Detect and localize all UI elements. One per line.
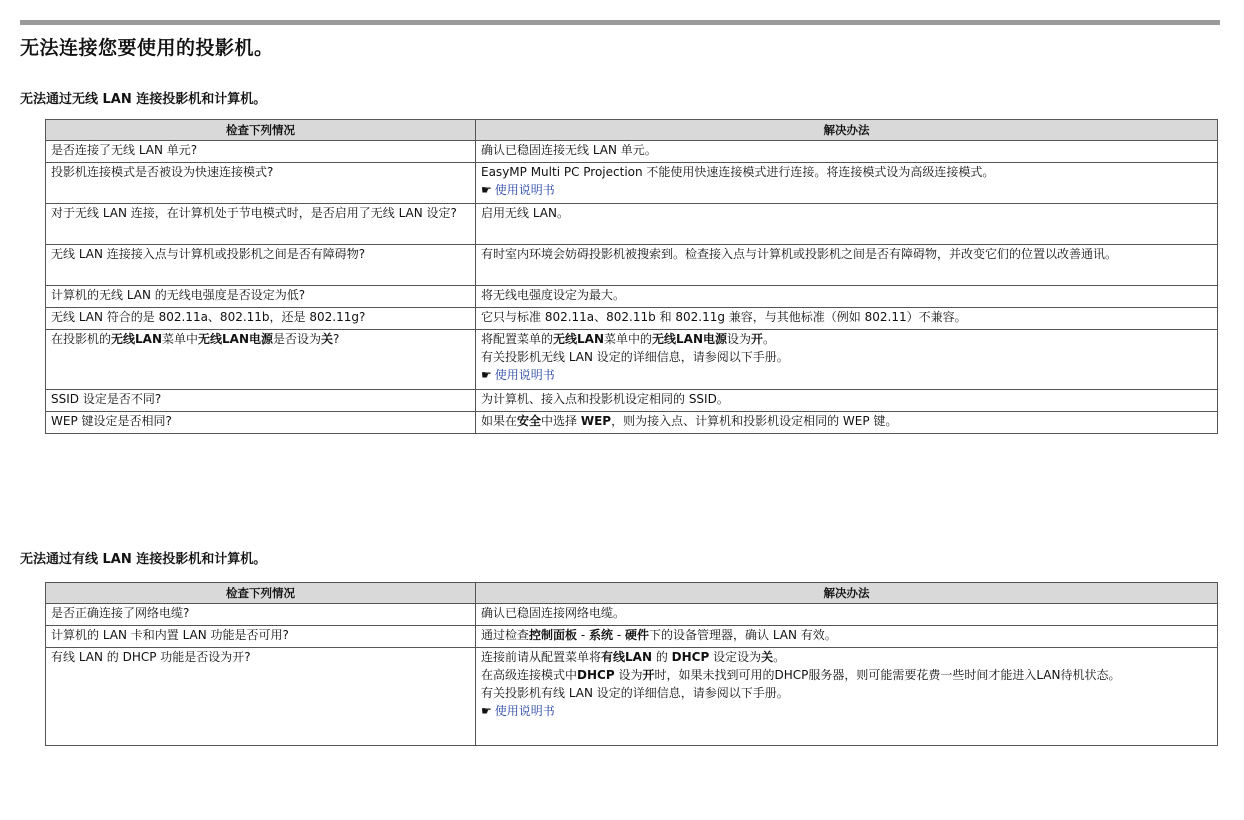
manual-link[interactable]: 使用说明书 (494, 704, 555, 718)
pointing-hand-icon: ☛ (481, 183, 492, 197)
setting-value: 开 (751, 332, 764, 346)
setting-name: 无线LAN电源 (198, 332, 273, 346)
solution-cell (476, 163, 1218, 204)
check-cell: 在投影机的无线LAN菜单中无线LAN电源是否设为关? (46, 330, 476, 390)
table-row (46, 163, 1218, 204)
table-row (46, 141, 1218, 163)
menu-name: 系统 (589, 628, 614, 642)
wired-section-heading: 无法通过有线 LAN 连接投影机和计算机。 (20, 552, 267, 567)
table-row (46, 604, 1218, 626)
column-header-solution: 解决办法 (476, 583, 1218, 604)
setting-value: WEP (580, 414, 612, 428)
check-cell: 对于无线 LAN 连接，在计算机处于节电模式时，是否启用了无线 LAN 设定? (46, 204, 476, 245)
check-cell: 计算机的无线 LAN 的无线电强度是否设定为低? (46, 286, 476, 308)
pointing-hand-icon: ☛ (481, 704, 492, 718)
menu-name: 硬件 (624, 628, 649, 642)
page-title: 无法连接您要使用的投影机。 (20, 37, 274, 59)
column-header-solution: 解决办法 (476, 120, 1218, 141)
table-row (46, 390, 1218, 412)
setting-name: DHCP (671, 650, 710, 664)
manual-link[interactable]: 使用说明书 (494, 368, 555, 382)
pointing-hand-icon: ☛ (481, 368, 492, 382)
table-row (46, 204, 1218, 245)
wireless-troubleshoot-table (45, 119, 1218, 434)
manual-link[interactable]: 使用说明书 (494, 183, 555, 197)
table-row (46, 330, 1218, 390)
table-row (46, 648, 1218, 746)
check-cell: SSID 设定是否不同? (46, 390, 476, 412)
table-row (46, 245, 1218, 286)
table-row (46, 626, 1218, 648)
menu-name: 安全 (517, 414, 542, 428)
solution-cell: 启用无线 LAN。 (476, 204, 1218, 245)
table-row (46, 308, 1218, 330)
menu-name: 有线LAN (601, 650, 652, 664)
solution-text: 有关投影机无线 LAN 设定的详细信息，请参阅以下手册。 (481, 350, 789, 364)
column-header-check: 检查下列情况 (46, 583, 476, 604)
wired-troubleshoot-table (45, 582, 1218, 746)
solution-cell: 通过检查控制面板 - 系统 - 硬件下的设备管理器，确认 LAN 有效。 (476, 626, 1218, 648)
solution-cell: 有时室内环境会妨碍投影机被搜索到。检查接入点与计算机或投影机之间是否有障碍物，并改变它们的位置以改善通讯。 (476, 245, 1218, 286)
setting-value: 开 (642, 668, 655, 682)
top-rule (20, 20, 1220, 25)
table-header-row (46, 120, 1218, 141)
solution-cell: 它只与标准 802.11a、802.11b 和 802.11g 兼容，与其他标准（例如 802.11）不兼容。 (476, 308, 1218, 330)
check-cell: 有线 LAN 的 DHCP 功能是否设为开? (46, 648, 476, 746)
check-cell: 是否正确连接了网络电缆? (46, 604, 476, 626)
check-cell: 投影机连接模式是否被设为快速连接模式? (46, 163, 476, 204)
wireless-section-heading: 无法通过无线 LAN 连接投影机和计算机。 (20, 92, 267, 107)
check-cell: WEP 键设定是否相同? (46, 412, 476, 434)
check-cell: 计算机的 LAN 卡和内置 LAN 功能是否可用? (46, 626, 476, 648)
menu-name: 无线LAN (553, 332, 604, 346)
menu-name: 无线LAN (111, 332, 162, 346)
solution-cell: 确认已稳固连接网络电缆。 (476, 604, 1218, 626)
setting-value: 关 (321, 332, 334, 346)
check-cell: 是否连接了无线 LAN 单元? (46, 141, 476, 163)
solution-cell: 如果在安全中选择 WEP，则为接入点、计算机和投影机设定相同的 WEP 键。 (476, 412, 1218, 434)
solution-text: EasyMP Multi PC Projection 不能使用快速连接模式进行连接。将连接模式设为高级连接模式。 (481, 165, 995, 179)
table-row (46, 412, 1218, 434)
column-header-check: 检查下列情况 (46, 120, 476, 141)
solution-cell: 将无线电强度设定为最大。 (476, 286, 1218, 308)
setting-value: 关 (761, 650, 774, 664)
solution-cell: 确认已稳固连接无线 LAN 单元。 (476, 141, 1218, 163)
solution-cell: 连接前请从配置菜单将有线LAN 的 DHCP 设定设为关。 在高级连接模式中DHCP 设为开时，如果未找到可用的DHCP服务器，则可能需要花费一些时间才能进入LAN待机状态。 有关投影机有线 LAN 设定的详细信息，请参阅以下手册。 ☛ 使用说明书 (476, 648, 1218, 746)
solution-cell: 将配置菜单的无线LAN菜单中的无线LAN电源设为开。 有关投影机无线 LAN 设定的详细信息，请参阅以下手册。 ☛ 使用说明书 (476, 330, 1218, 390)
check-cell: 无线 LAN 连接接入点与计算机或投影机之间是否有障碍物? (46, 245, 476, 286)
menu-name: 控制面板 (529, 628, 578, 642)
solution-text: 有关投影机有线 LAN 设定的详细信息，请参阅以下手册。 (481, 686, 789, 700)
table-header-row (46, 583, 1218, 604)
check-cell: 无线 LAN 符合的是 802.11a、802.11b，还是 802.11g? (46, 308, 476, 330)
table-row (46, 286, 1218, 308)
setting-name: DHCP (577, 668, 615, 682)
setting-name: 无线LAN电源 (652, 332, 727, 346)
solution-cell: 为计算机、接入点和投影机设定相同的 SSID。 (476, 390, 1218, 412)
